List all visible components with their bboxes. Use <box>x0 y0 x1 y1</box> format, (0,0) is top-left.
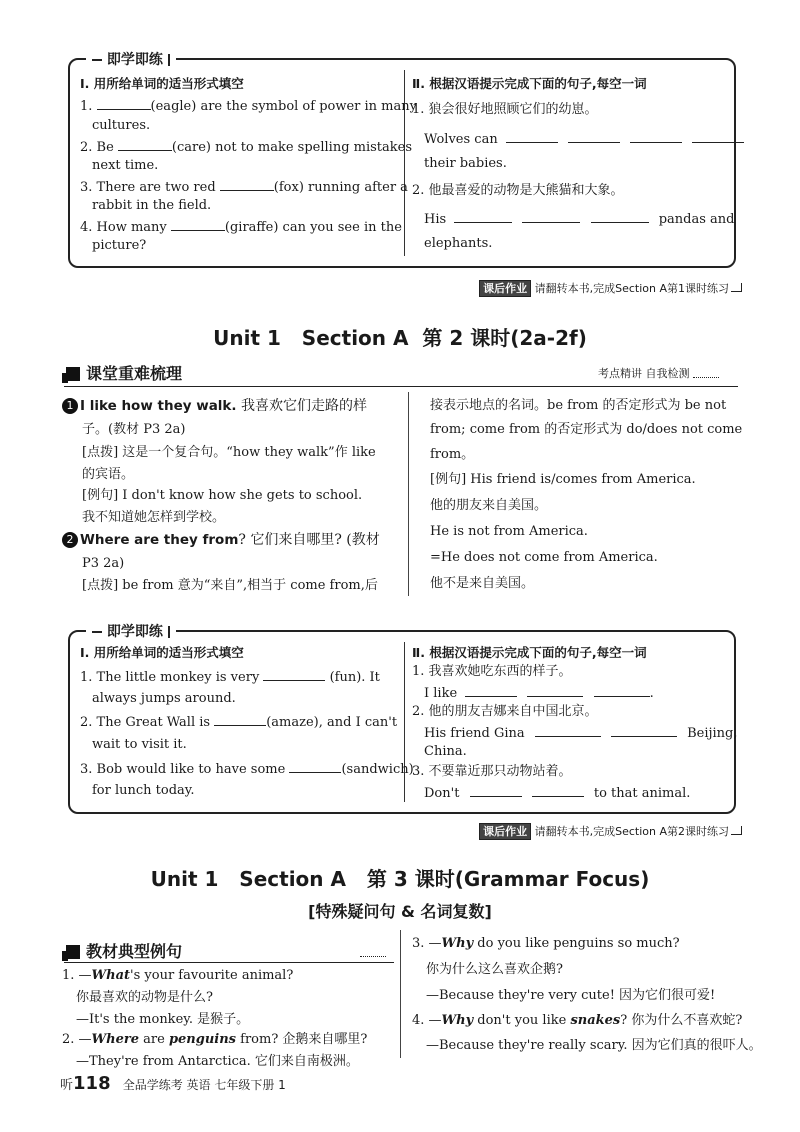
practice2-q3: 3. Bob would like to have some (sandwich) <box>80 758 414 780</box>
example-3-cn: 你为什么这么喜欢企鹅? <box>426 962 563 977</box>
answer-blank[interactable] <box>118 136 172 151</box>
example-2-a: —They're from Antarctica. 它们来自南极洲。 <box>76 1054 359 1069</box>
point1-line1: 1 I like how they walk. 我喜欢它们走路的样 <box>62 396 367 416</box>
practice2-r1-en: I like . <box>424 682 654 704</box>
practice2-r2-en2: China. <box>424 744 467 759</box>
answer-blank[interactable] <box>692 128 744 143</box>
point2-right-line: =He does not come from America. <box>430 550 658 565</box>
column-divider <box>408 392 409 596</box>
point2-right-line: [例句] His friend is/comes from America. <box>430 472 696 487</box>
point1-tip1: [点拨] 这是一个复合句。“how they walk”作 like <box>82 445 376 460</box>
practice1-q3: 3. There are two red (fox) running after a <box>80 176 408 198</box>
example-1-cn: 你最喜欢的动物是什么? <box>76 990 213 1005</box>
number-badge-1: 1 <box>62 398 78 414</box>
practice-tag-1: 即学即练 <box>86 49 176 69</box>
practice1-r1-en2: their babies. <box>424 156 507 171</box>
answer-blank[interactable] <box>522 208 580 223</box>
column-divider-2 <box>400 930 401 1058</box>
practice2-partII-title: Ⅱ. 根据汉语提示完成下面的句子,每空一词 <box>412 645 647 660</box>
practice2-partI-title: Ⅰ. 用所给单词的适当形式填空 <box>80 645 244 660</box>
practice1-partI-title: Ⅰ. 用所给单词的适当形式填空 <box>80 76 244 91</box>
answer-blank[interactable] <box>535 722 601 737</box>
point2-line2: P3 2a) <box>82 556 125 571</box>
page-footer: 听118 全品学练考 英语 七年级下册 1 <box>60 1073 286 1094</box>
point2-right-line: 接表示地点的名词。be from 的否定形式为 be not <box>430 398 727 413</box>
example-1-q: 1. —What's your favourite animal? <box>62 968 294 983</box>
point1-ex1: [例句] I don't know how she gets to school. <box>82 488 363 503</box>
practice1-r2-en2: elephants. <box>424 236 493 251</box>
practice2-r3-cn: 3. 不要靠近那只动物站着。 <box>412 764 572 779</box>
section-block-icon <box>66 945 80 959</box>
practice2-q2: 2. The Great Wall is (amaze), and I can't <box>80 711 397 733</box>
answer-blank[interactable] <box>611 722 677 737</box>
section-right-labels: 考点精讲 自我检测 <box>598 364 719 384</box>
section-block-icon <box>66 367 80 381</box>
practice1-r2-en: His pandas and <box>424 208 735 230</box>
practice1-q3-cont: rabbit in the field. <box>92 198 212 213</box>
point2-right-line: 他不是来自美国。 <box>430 576 535 591</box>
example-3-a: —Because they're very cute! 因为它们很可爱! <box>426 988 716 1003</box>
practice1-r1-cn: 1. 狼会很好地照顾它们的幼崽。 <box>412 102 598 117</box>
ticks-icon <box>693 371 719 378</box>
answer-blank[interactable] <box>171 216 225 231</box>
answer-blank[interactable] <box>454 208 512 223</box>
example-1-a: —It's the monkey. 是猴子。 <box>76 1012 250 1027</box>
answer-blank[interactable] <box>527 682 583 697</box>
practice1-r1-en: Wolves can <box>424 128 744 150</box>
answer-blank[interactable] <box>263 666 325 681</box>
page-number: 118 <box>73 1073 111 1094</box>
practice2-q2-cont: wait to visit it. <box>92 737 187 752</box>
answer-blank[interactable] <box>591 208 649 223</box>
homework-note-1: 课后作业 请翻转本书,完成Section A第1课时练习 <box>479 280 742 296</box>
answer-blank[interactable] <box>506 128 558 143</box>
practice2-q3-cont: for lunch today. <box>92 783 195 798</box>
point2-right-line: 他的朋友来自美国。 <box>430 498 548 513</box>
answer-blank[interactable] <box>568 128 620 143</box>
point2-line1: 2 Where are they from? 它们来自哪里? (教材 <box>62 530 380 550</box>
point2-right-line: from; come from 的否定形式为 do/does not come <box>430 422 743 437</box>
section-heading-classroom: 课堂重难梳理 <box>66 361 182 384</box>
section-rule <box>64 386 738 387</box>
practice2-q1-cont: always jumps around. <box>92 691 236 706</box>
point1-tip2: 的宾语。 <box>82 467 135 482</box>
example-3-q: 3. —Why do you like penguins so much? <box>412 936 680 951</box>
practice1-r2-cn: 2. 他最喜爱的动物是大熊猫和大象。 <box>412 183 624 198</box>
point1-ex2: 我不知道她怎样到学校。 <box>82 510 226 525</box>
practice2-r3-en: Don't to that animal. <box>424 782 690 804</box>
answer-blank[interactable] <box>532 782 584 797</box>
answer-blank[interactable] <box>470 782 522 797</box>
unit-subtitle-3: [特殊疑问句 & 名词复数] <box>308 902 492 921</box>
number-badge-2: 2 <box>62 532 78 548</box>
example-4-a: —Because they're really scary. 因为它们真的很吓人。 <box>426 1038 762 1053</box>
practice1-q1: 1. (eagle) are the symbol of power in many <box>80 95 417 117</box>
answer-blank[interactable] <box>630 128 682 143</box>
example-2-q: 2. —Where are penguins from? 企鹅来自哪里? <box>62 1032 368 1047</box>
homework-note-2: 课后作业 请翻转本书,完成Section A第2课时练习 <box>479 823 742 839</box>
example-4-q: 4. —Why don't you like snakes? 你为什么不喜欢蛇? <box>412 1013 743 1028</box>
practice1-q4-cont: picture? <box>92 238 147 253</box>
practice1-q1-cont: cultures. <box>92 118 151 133</box>
point1-line2: 子。(教材 P3 2a) <box>82 422 186 437</box>
practice1-partII-title: Ⅱ. 根据汉语提示完成下面的句子,每空一词 <box>412 76 647 91</box>
answer-blank[interactable] <box>220 176 274 191</box>
section-heading-examples: 教材典型例句 <box>66 939 182 962</box>
ticks-icon <box>360 950 386 957</box>
answer-blank[interactable] <box>289 758 341 773</box>
unit-title-3: Unit 1 Section A 第 3 课时(Grammar Focus) <box>150 867 650 891</box>
answer-blank[interactable] <box>594 682 650 697</box>
unit-title-2: Unit 1 Section A 第 2 课时(2a-2f) <box>213 326 587 350</box>
answer-blank[interactable] <box>465 682 517 697</box>
practice1-q2-cont: next time. <box>92 158 159 173</box>
practice2-q1: 1. The little monkey is very (fun). It <box>80 666 380 688</box>
practice2-r1-cn: 1. 我喜欢她吃东西的样子。 <box>412 664 572 679</box>
practice2-r2-cn: 2. 他的朋友吉娜来自中国北京。 <box>412 704 598 719</box>
section-rule-2 <box>64 962 394 963</box>
practice2-r2-en: His friend Gina Beijing, <box>424 722 738 744</box>
answer-blank[interactable] <box>97 95 151 110</box>
answer-blank[interactable] <box>214 711 266 726</box>
practice1-q2: 2. Be (care) not to make spelling mistakes <box>80 136 412 158</box>
practice-tag-2: 即学即练 <box>86 621 176 641</box>
section-ticks <box>360 944 386 964</box>
point2-right-line: from。 <box>430 447 475 462</box>
practice1-q4: 4. How many (giraffe) can you see in the <box>80 216 402 238</box>
point2-right-line: He is not from America. <box>430 524 588 539</box>
point2-tip: [点拨] be from 意为“来自”,相当于 come from,后 <box>82 578 378 593</box>
